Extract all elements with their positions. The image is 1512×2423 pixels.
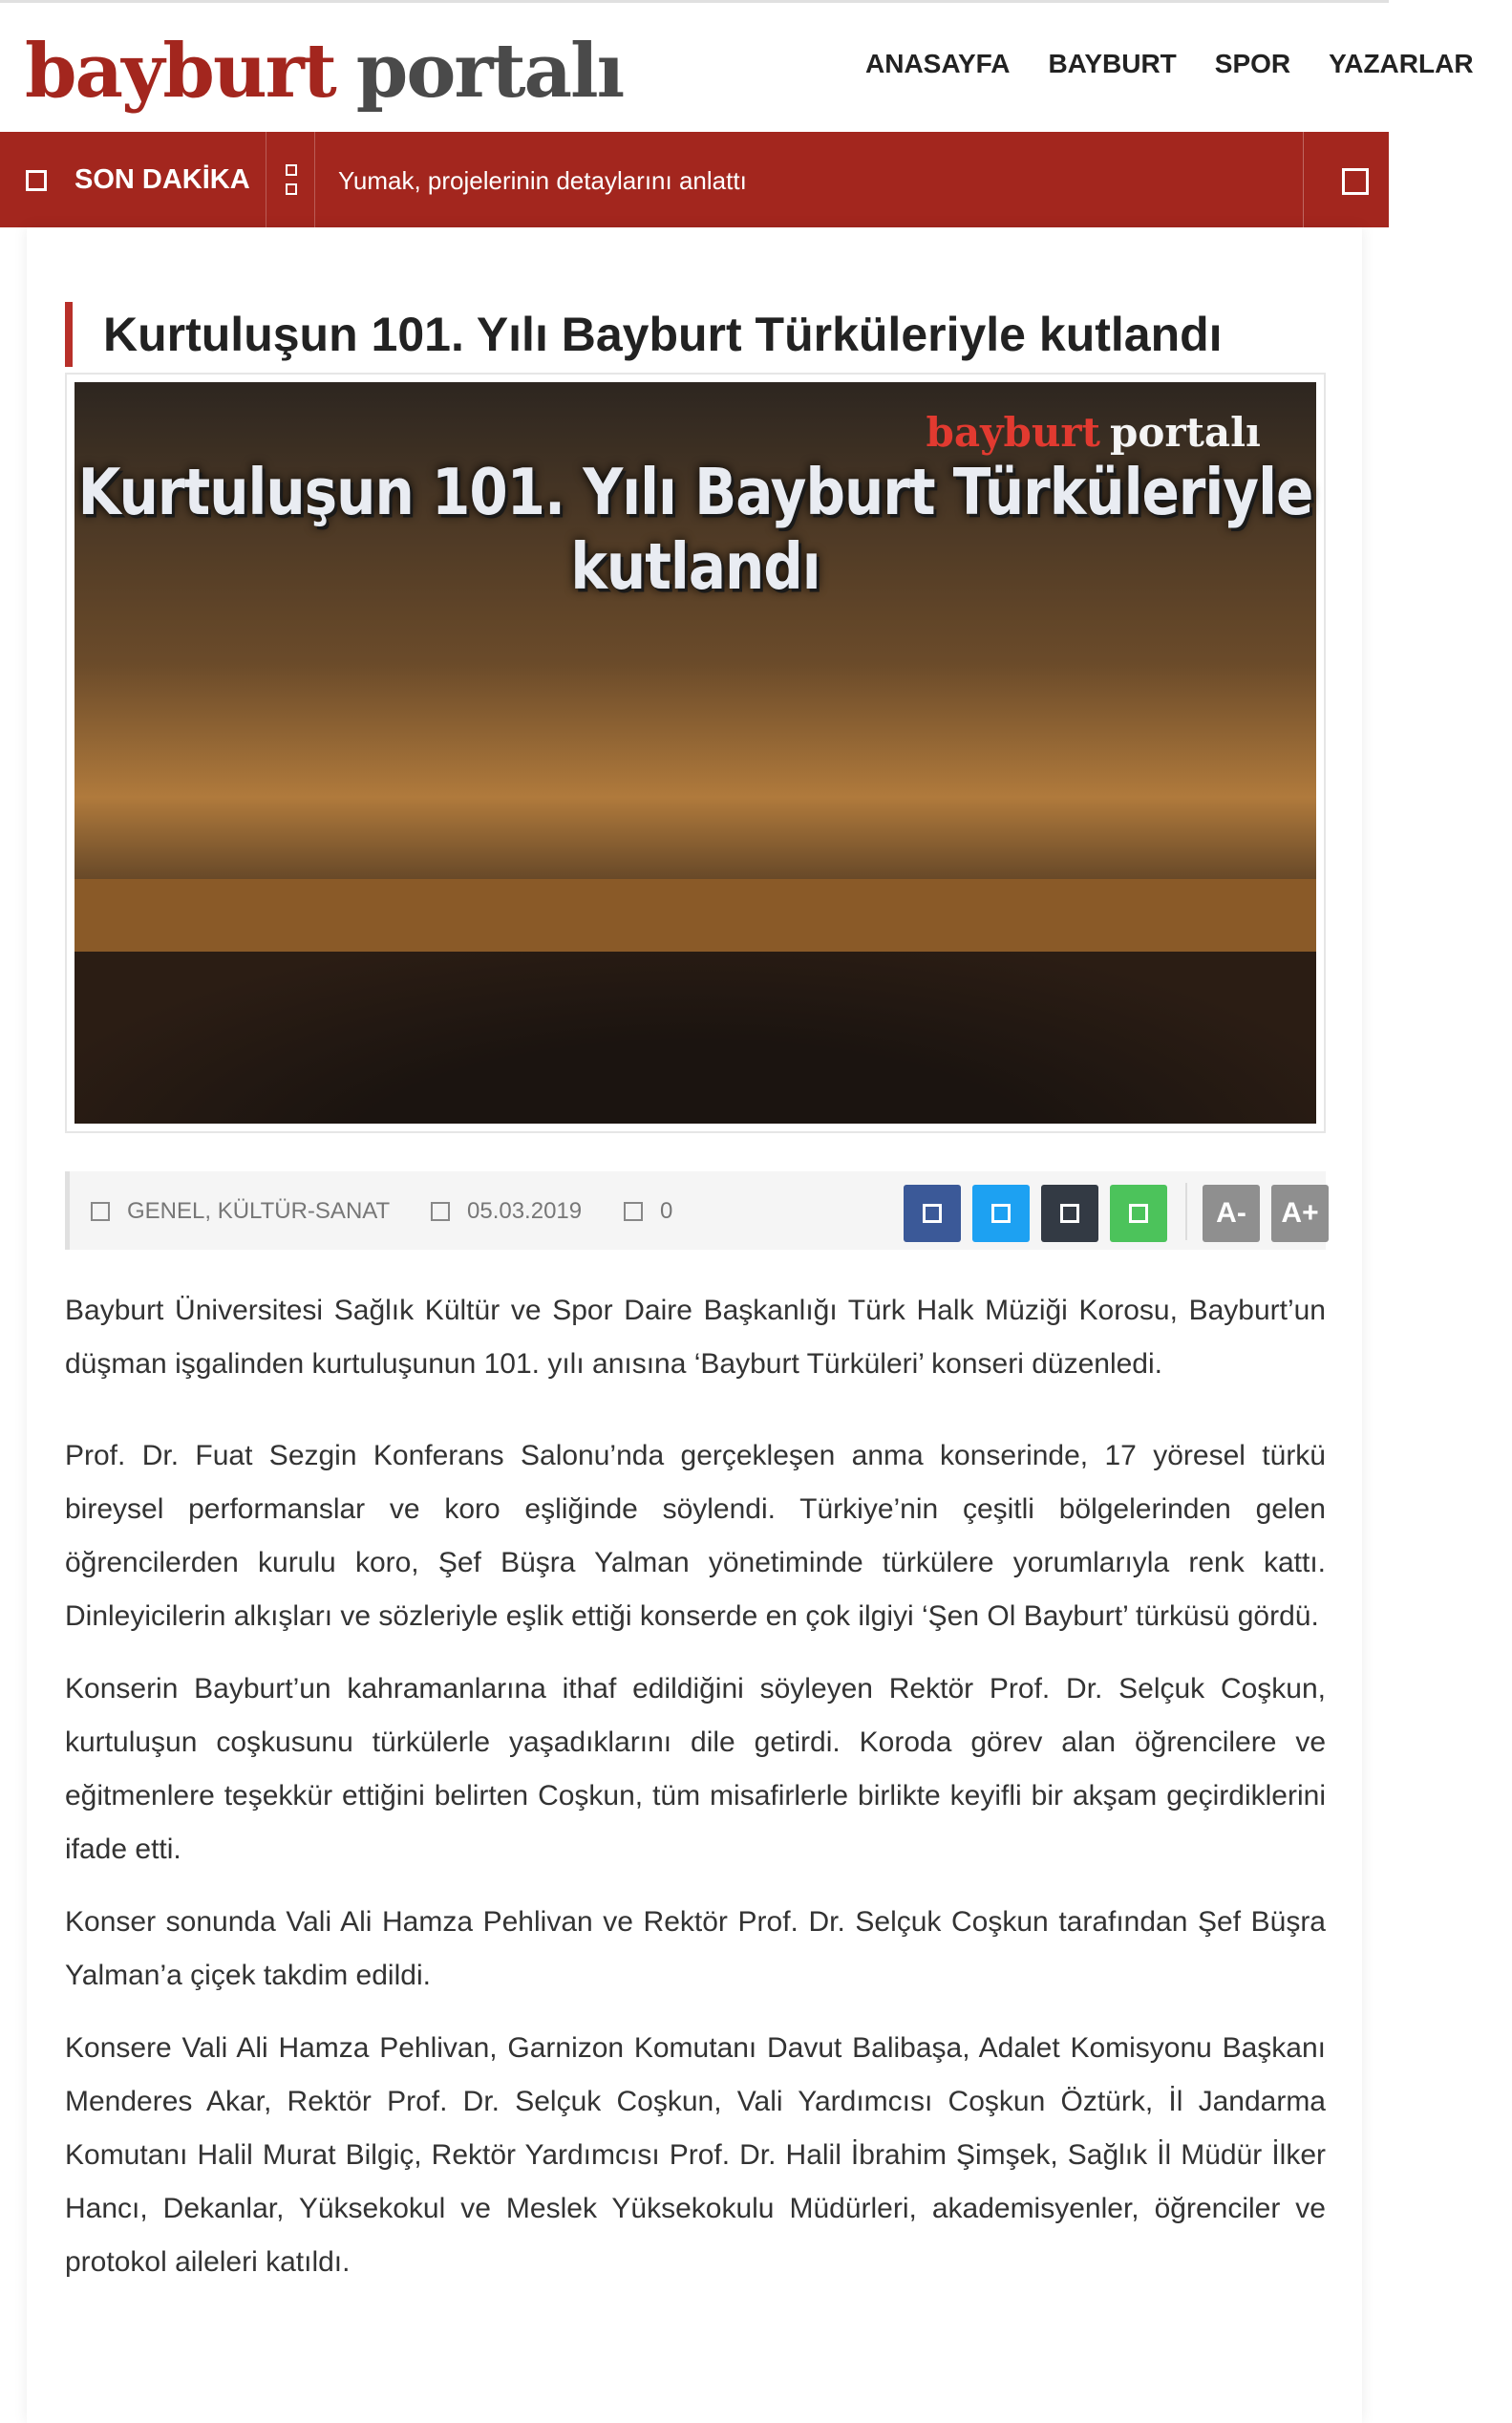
breaking-label: SON DAKİKA xyxy=(75,164,250,195)
nav-item-anasayfa[interactable]: ANASAYFA xyxy=(865,49,1011,78)
paragraph: Konsere Vali Ali Hamza Pehlivan, Garnizon Komutanı Davut Balibaşa, Adalet Komisyonu Başkanı Menderes Akar, Rektör Prof. Dr. Selçuk Coşkun, Vali Yardımcısı Coşkun Öztürk, İl Jandarma Komutanı Halil Murat Bilgiç, Rektör Yardımcısı Prof. Dr. Halil İbrahim Şimşek, Sağlık İl Müdür İlker Hancı, Dekanlar, Yüksekokul ve Meslek Yüksekokulu Müdürleri, akademisyenler, öğrenciler ve protokol aileleri katıldı. xyxy=(65,2032,1326,2278)
logo-text-portali: portalı xyxy=(355,28,624,115)
folder-icon xyxy=(91,1202,110,1221)
search-button[interactable] xyxy=(1303,132,1389,227)
paragraph: Konserin Bayburt’un kahramanlarına ithaf edildiğini söyleyen Rektör Prof. Dr. Selçuk Coşkun, kurtuluşun coşkusunu türkülerle yaşadıklarını dile getirdi. Koroda görev alan öğrencilere ve eğitmenlere teşekkür ettiğini belirten Coşkun, tüm misafirlerle birlikte keyifli bir akşam geçirdiklerini ifade etti. xyxy=(65,1673,1326,1865)
share-email-button[interactable] xyxy=(1041,1185,1098,1242)
breaking-news-bar xyxy=(0,132,1389,227)
article-meta-bar xyxy=(65,1171,1326,1250)
ticker-nav[interactable] xyxy=(266,132,315,227)
image-watermark xyxy=(926,409,1261,456)
breaking-headline[interactable]: Yumak, projelerinin detaylarını anlattı xyxy=(338,166,747,195)
comment-icon xyxy=(624,1202,643,1221)
calendar-icon xyxy=(431,1202,450,1221)
site-header xyxy=(0,0,1474,132)
whatsapp-icon xyxy=(1129,1204,1148,1223)
font-increase-button[interactable]: A+ xyxy=(1271,1185,1329,1242)
paragraph: Konser sonunda Vali Ali Hamza Pehlivan ve Rektör Prof. Dr. Selçuk Coşkun tarafından Şef Büşra Yalman’a çiçek takdim edildi. xyxy=(65,1906,1326,1991)
email-icon xyxy=(1060,1204,1079,1223)
share-whatsapp-button[interactable] xyxy=(1110,1185,1167,1242)
site-logo[interactable] xyxy=(25,24,623,119)
date-text: 05.03.2019 xyxy=(467,1198,583,1224)
font-decrease-button[interactable]: A- xyxy=(1203,1185,1260,1242)
meta-categories[interactable] xyxy=(91,1198,390,1225)
logo-text-bayburt: bayburt xyxy=(25,28,335,115)
watermark-bayburt: bayburt xyxy=(926,409,1100,456)
divider xyxy=(1185,1183,1187,1240)
nav-item-yazarlar[interactable]: YAZARLAR xyxy=(1329,49,1474,78)
article-image xyxy=(65,373,1326,1133)
nav-item-spor[interactable]: SPOR xyxy=(1214,49,1291,78)
main-nav xyxy=(865,49,1512,87)
bolt-icon xyxy=(26,170,47,191)
image-headline: Kurtuluşun 101. Yılı Bayburt Türküleriyle kutlandı xyxy=(77,454,1313,605)
search-icon xyxy=(1342,168,1369,195)
twitter-icon xyxy=(991,1204,1011,1223)
chevron-down-icon[interactable] xyxy=(286,183,297,195)
share-facebook-button[interactable] xyxy=(904,1185,961,1242)
facebook-icon xyxy=(923,1204,942,1223)
audience xyxy=(75,952,1316,1124)
concert-photo xyxy=(75,382,1316,1124)
article-body xyxy=(65,1284,1326,2308)
comments-count: 0 xyxy=(660,1198,673,1224)
paragraph: Bayburt Üniversitesi Sağlık Kültür ve Spor Daire Başkanlığı Türk Halk Müziği Korosu, Bayburt’un düşman işgalinden kurtuluşunun 101. yılı anısına ‘Bayburt Türküleri’ konseri düzenledi. xyxy=(65,1295,1326,1380)
article-title: Kurtuluşun 101. Yılı Bayburt Türküleriyle kutlandı xyxy=(65,302,1326,367)
categories-text: GENEL, KÜLTÜR-SANAT xyxy=(127,1198,391,1224)
share-twitter-button[interactable] xyxy=(972,1185,1030,1242)
chevron-up-icon[interactable] xyxy=(286,164,297,176)
paragraph: Prof. Dr. Fuat Sezgin Konferans Salonu’nda gerçekleşen anma konserinde, 17 yöresel türkü bireysel performanslar ve koro eşliğinde söylendi. Türkiye’nin çeşitli bölgelerinden gelen öğrencilerden kurulu koro, Şef Büşra Yalman yönetiminde türkülere yorumlarıyla renk kattı. Dinleyicilerin alkışları ve sözleriyle eşlik ettiği konserde en çok ilgiyi ‘Şen Ol Bayburt’ türküsü gördü. xyxy=(65,1440,1326,1632)
meta-date xyxy=(431,1198,582,1225)
watermark-portali: portalı xyxy=(1109,409,1261,456)
meta-comments[interactable] xyxy=(624,1198,672,1225)
nav-item-bayburt[interactable]: BAYBURT xyxy=(1048,49,1177,78)
